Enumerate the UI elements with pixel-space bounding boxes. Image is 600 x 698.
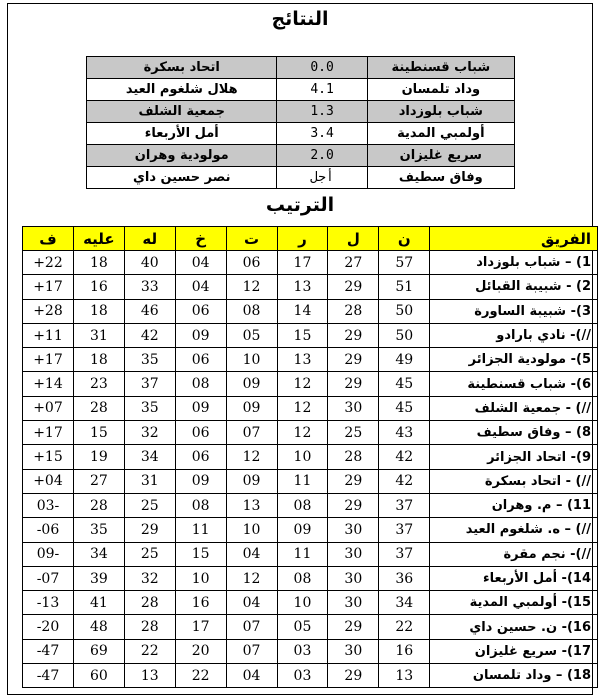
standing-points: 50 <box>379 323 430 347</box>
standing-goals-for: 32 <box>124 566 175 590</box>
standing-points: 43 <box>379 421 430 445</box>
standing-goal-difference: -47 <box>23 664 74 688</box>
standing-team: 3)- شبيبة الساورة <box>430 299 598 323</box>
standing-row <box>23 518 598 542</box>
standing-team: //) - جمعية الشلف <box>430 396 598 420</box>
standing-goals-against: 31 <box>73 323 124 347</box>
header-wins: ر <box>277 227 328 251</box>
standing-played: 29 <box>328 664 379 688</box>
standing-row <box>23 493 598 517</box>
standing-team: //) - اتحاد بسكرة <box>430 469 598 493</box>
standing-goals-against: 28 <box>73 396 124 420</box>
standing-goal-difference: +17 <box>23 275 74 299</box>
results-page <box>7 3 593 695</box>
standing-losses: 17 <box>175 615 226 639</box>
standing-wins: 12 <box>277 396 328 420</box>
standing-row <box>23 348 598 372</box>
standing-goals-against: 39 <box>73 566 124 590</box>
standing-losses: 08 <box>175 493 226 517</box>
standing-goal-difference: +11 <box>23 323 74 347</box>
result-score: 4.1 <box>277 79 367 101</box>
header-team: الفريق <box>430 227 598 251</box>
standing-wins: 11 <box>277 542 328 566</box>
standing-played: 30 <box>328 542 379 566</box>
standing-played: 30 <box>328 396 379 420</box>
standing-wins: 03 <box>277 664 328 688</box>
standing-wins: 14 <box>277 299 328 323</box>
results-title: النتائج <box>271 8 329 30</box>
result-score: 3.4 <box>277 123 367 145</box>
standing-draws: 06 <box>226 251 277 275</box>
standing-wins: 03 <box>277 639 328 663</box>
standing-wins: 12 <box>277 372 328 396</box>
standing-losses: 20 <box>175 639 226 663</box>
standing-wins: 10 <box>277 445 328 469</box>
standing-points: 13 <box>379 664 430 688</box>
standing-row <box>23 299 598 323</box>
standing-goal-difference: -07 <box>23 566 74 590</box>
standing-losses: 09 <box>175 469 226 493</box>
standing-points: 51 <box>379 275 430 299</box>
standing-goals-for: 28 <box>124 591 175 615</box>
header-goals-for: له <box>124 227 175 251</box>
standing-goals-for: 34 <box>124 445 175 469</box>
standing-points: 34 <box>379 591 430 615</box>
standing-points: 37 <box>379 542 430 566</box>
standing-row <box>23 251 598 275</box>
standing-goals-for: 37 <box>124 372 175 396</box>
standing-points: 45 <box>379 396 430 420</box>
standing-draws: 04 <box>226 664 277 688</box>
standing-points: 42 <box>379 469 430 493</box>
standing-goals-against: 23 <box>73 372 124 396</box>
standing-wins: 08 <box>277 493 328 517</box>
standing-goal-difference: 03- <box>23 493 74 517</box>
standing-losses: 06 <box>175 299 226 323</box>
header-points: ن <box>379 227 430 251</box>
result-home-team: شباب قسنطينة <box>367 57 514 79</box>
standing-goals-for: 35 <box>124 396 175 420</box>
standing-losses: 08 <box>175 372 226 396</box>
standing-points: 45 <box>379 372 430 396</box>
standing-losses: 04 <box>175 251 226 275</box>
result-row <box>87 167 515 189</box>
standing-team: 18) – وداد تلمسان <box>430 664 598 688</box>
standing-goals-against: 35 <box>73 518 124 542</box>
standing-points: 57 <box>379 251 430 275</box>
result-home-team: أولمبي المدية <box>367 123 514 145</box>
header-draws: ت <box>226 227 277 251</box>
header-losses: خ <box>175 227 226 251</box>
standing-losses: 10 <box>175 566 226 590</box>
result-away-team: هلال شلغوم العيد <box>87 79 277 101</box>
standing-draws: 07 <box>226 421 277 445</box>
standing-row <box>23 542 598 566</box>
standing-team: 2) - شبيبة القبائل <box>430 275 598 299</box>
standing-team: //)- نادي بارادو <box>430 323 598 347</box>
standing-goals-against: 34 <box>73 542 124 566</box>
result-score: أجل <box>277 167 367 189</box>
standing-goals-against: 18 <box>73 348 124 372</box>
standing-played: 27 <box>328 251 379 275</box>
result-away-team: أمل الأربعاء <box>87 123 277 145</box>
result-row <box>87 79 515 101</box>
standing-points: 36 <box>379 566 430 590</box>
standing-played: 30 <box>328 591 379 615</box>
standing-goals-for: 32 <box>124 421 175 445</box>
standing-losses: 11 <box>175 518 226 542</box>
standing-goals-against: 60 <box>73 664 124 688</box>
standing-played: 28 <box>328 299 379 323</box>
standing-goals-for: 28 <box>124 615 175 639</box>
standing-goals-against: 41 <box>73 591 124 615</box>
standing-row <box>23 323 598 347</box>
standing-wins: 08 <box>277 566 328 590</box>
standing-goals-against: 28 <box>73 493 124 517</box>
standing-points: 37 <box>379 493 430 517</box>
standing-goals-against: 19 <box>73 445 124 469</box>
standing-points: 50 <box>379 299 430 323</box>
standing-goal-difference: 09- <box>23 542 74 566</box>
standing-goals-for: 25 <box>124 493 175 517</box>
standing-team: 6)- شباب قسنطينة <box>430 372 598 396</box>
standing-row <box>23 591 598 615</box>
standing-draws: 12 <box>226 566 277 590</box>
standing-row <box>23 639 598 663</box>
standing-goal-difference: +04 <box>23 469 74 493</box>
standing-draws: 04 <box>226 591 277 615</box>
standing-row <box>23 469 598 493</box>
result-row <box>87 57 515 79</box>
result-away-team: اتحاد بسكرة <box>87 57 277 79</box>
standing-draws: 04 <box>226 542 277 566</box>
standing-team: //)- نجم مقرة <box>430 542 598 566</box>
standing-goal-difference: +28 <box>23 299 74 323</box>
standing-goals-for: 22 <box>124 639 175 663</box>
result-away-team: مولودية وهران <box>87 145 277 167</box>
standing-draws: 09 <box>226 469 277 493</box>
standing-row <box>23 566 598 590</box>
standing-points: 42 <box>379 445 430 469</box>
standing-draws: 09 <box>226 372 277 396</box>
standing-losses: 09 <box>175 396 226 420</box>
standing-points: 49 <box>379 348 430 372</box>
standing-team: 14)- أمل الأربعاء <box>430 566 598 590</box>
standing-goal-difference: +17 <box>23 421 74 445</box>
standing-goals-for: 31 <box>124 469 175 493</box>
standing-played: 29 <box>328 348 379 372</box>
standing-goals-for: 42 <box>124 323 175 347</box>
standing-team: //) – ه. شلغوم العيد <box>430 518 598 542</box>
standing-team: 8) – وفاق سطيف <box>430 421 598 445</box>
result-away-team: نصر حسين داي <box>87 167 277 189</box>
standing-played: 25 <box>328 421 379 445</box>
standing-played: 29 <box>328 275 379 299</box>
standing-team: 11) – م. وهران <box>430 493 598 517</box>
standing-row <box>23 275 598 299</box>
standing-team: 5)- مولودية الجزائر <box>430 348 598 372</box>
standing-goals-against: 15 <box>73 421 124 445</box>
standing-draws: 07 <box>226 615 277 639</box>
result-home-team: شباب بلوزداد <box>367 101 514 123</box>
standing-row <box>23 421 598 445</box>
standing-losses: 06 <box>175 445 226 469</box>
standing-wins: 09 <box>277 518 328 542</box>
standing-goals-against: 27 <box>73 469 124 493</box>
standing-draws: 12 <box>226 275 277 299</box>
standing-losses: 09 <box>175 323 226 347</box>
standing-wins: 13 <box>277 348 328 372</box>
standing-goals-against: 16 <box>73 275 124 299</box>
standing-wins: 15 <box>277 323 328 347</box>
standing-goal-difference: +17 <box>23 348 74 372</box>
header-goals-against: عليه <box>73 227 124 251</box>
result-home-team: وداد تلمسان <box>367 79 514 101</box>
results-table <box>86 56 515 189</box>
standing-played: 28 <box>328 445 379 469</box>
standing-draws: 05 <box>226 323 277 347</box>
standing-goals-against: 18 <box>73 251 124 275</box>
standing-draws: 10 <box>226 348 277 372</box>
standing-draws: 10 <box>226 518 277 542</box>
standing-goals-for: 29 <box>124 518 175 542</box>
standing-row <box>23 396 598 420</box>
standing-team: 1) – شباب بلوزداد <box>430 251 598 275</box>
standing-goal-difference: +07 <box>23 396 74 420</box>
standing-wins: 10 <box>277 591 328 615</box>
standing-team: 16)- ن. حسين داي <box>430 615 598 639</box>
standing-goal-difference: -13 <box>23 591 74 615</box>
standing-goals-against: 48 <box>73 615 124 639</box>
standing-goals-against: 69 <box>73 639 124 663</box>
result-away-team: جمعية الشلف <box>87 101 277 123</box>
standing-points: 37 <box>379 518 430 542</box>
standing-played: 30 <box>328 566 379 590</box>
standing-goals-for: 25 <box>124 542 175 566</box>
standing-played: 29 <box>328 493 379 517</box>
standing-row <box>23 615 598 639</box>
result-home-team: سريع غليزان <box>367 145 514 167</box>
standing-points: 22 <box>379 615 430 639</box>
standing-goal-difference: -06 <box>23 518 74 542</box>
standing-losses: 22 <box>175 664 226 688</box>
standing-goals-for: 46 <box>124 299 175 323</box>
standing-wins: 12 <box>277 421 328 445</box>
standing-goal-difference: +15 <box>23 445 74 469</box>
header-goal-difference: ف <box>23 227 74 251</box>
standing-goal-difference: +22 <box>23 251 74 275</box>
standing-draws: 13 <box>226 493 277 517</box>
standings-header-row <box>23 227 598 251</box>
standing-points: 16 <box>379 639 430 663</box>
standings-title: الترتيب <box>265 194 335 216</box>
result-row <box>87 145 515 167</box>
standing-wins: 05 <box>277 615 328 639</box>
standing-row <box>23 664 598 688</box>
standing-goals-against: 18 <box>73 299 124 323</box>
standing-draws: 07 <box>226 639 277 663</box>
standing-losses: 06 <box>175 421 226 445</box>
result-row <box>87 123 515 145</box>
result-score: 2.0 <box>277 145 367 167</box>
standing-wins: 17 <box>277 251 328 275</box>
standing-goal-difference: -20 <box>23 615 74 639</box>
standing-losses: 04 <box>175 275 226 299</box>
standing-played: 30 <box>328 518 379 542</box>
header-played: ل <box>328 227 379 251</box>
standing-played: 29 <box>328 615 379 639</box>
standings-table <box>22 226 598 688</box>
standing-losses: 06 <box>175 348 226 372</box>
standing-goals-for: 13 <box>124 664 175 688</box>
result-score: 1.3 <box>277 101 367 123</box>
standing-goal-difference: +14 <box>23 372 74 396</box>
standing-draws: 08 <box>226 299 277 323</box>
standing-wins: 11 <box>277 469 328 493</box>
result-row <box>87 101 515 123</box>
standing-played: 29 <box>328 323 379 347</box>
standing-goals-for: 35 <box>124 348 175 372</box>
standing-goals-for: 33 <box>124 275 175 299</box>
standing-draws: 09 <box>226 396 277 420</box>
standing-played: 30 <box>328 639 379 663</box>
standing-row <box>23 445 598 469</box>
standing-goal-difference: -47 <box>23 639 74 663</box>
standing-losses: 16 <box>175 591 226 615</box>
standing-goals-for: 40 <box>124 251 175 275</box>
standing-played: 29 <box>328 469 379 493</box>
standing-team: 9)- اتحاد الجزائر <box>430 445 598 469</box>
standing-losses: 15 <box>175 542 226 566</box>
standing-team: 17)- سريع غليزان <box>430 639 598 663</box>
result-home-team: وفاق سطيف <box>367 167 514 189</box>
standing-wins: 13 <box>277 275 328 299</box>
standing-draws: 12 <box>226 445 277 469</box>
standing-played: 29 <box>328 372 379 396</box>
result-score: 0.0 <box>277 57 367 79</box>
standing-row <box>23 372 598 396</box>
standing-team: 15)- أولمبي المدية <box>430 591 598 615</box>
